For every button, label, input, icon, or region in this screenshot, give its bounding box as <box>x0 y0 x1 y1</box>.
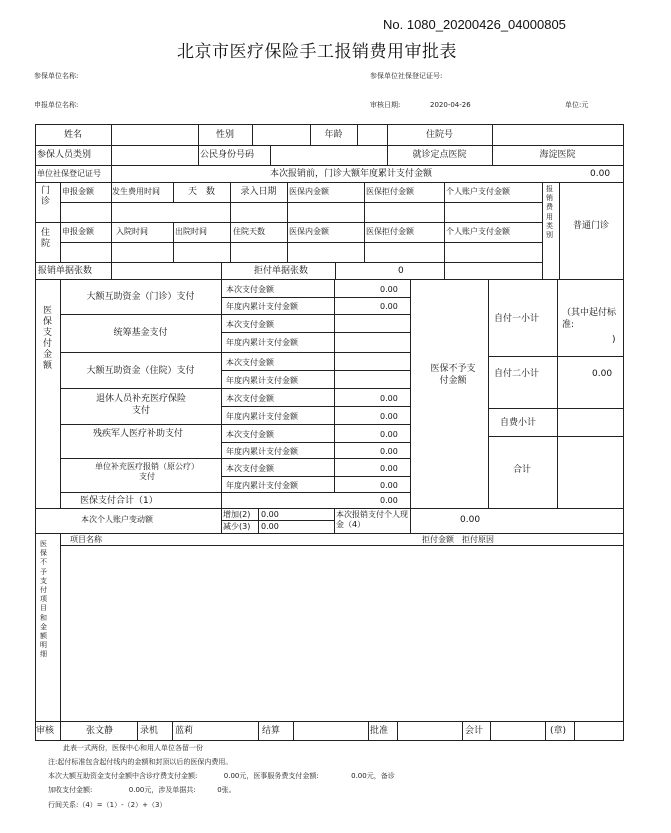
self-pay-1-label: 自付一小计 <box>494 314 540 324</box>
gender-label: 性别 <box>215 130 234 140</box>
op-entry-date: 录入日期 <box>240 187 277 197</box>
fund-3-current-label: 本次支付金额 <box>226 394 274 403</box>
fund-0-annual-value: 0.00 <box>380 302 398 311</box>
hospital-name: 海淀医院 <box>539 150 576 160</box>
grand-total-label: 合计 <box>513 465 532 475</box>
insured-unit-social-no-label: 参保单位社保登记证号: <box>370 72 443 80</box>
fund-3-annual-value: 0.00 <box>380 412 398 421</box>
fund-3-annual-label: 年度内累计支付金额 <box>226 412 298 421</box>
age-label: 年龄 <box>324 130 343 140</box>
outpatient-label: 门诊 <box>40 186 50 207</box>
note-4: 加收支付金额: 0.00元，涉及单据共: 0张。 <box>48 786 236 794</box>
approve-label: 批准 <box>370 726 389 736</box>
fund-item-retiree: 退休人员补充医疗保险支付 <box>96 394 187 416</box>
fund-4-annual-label: 年度内累计支付金额 <box>226 447 298 456</box>
unit-label: 单位:元 <box>565 101 589 109</box>
fund-1-current-label: 本次支付金额 <box>226 320 274 329</box>
seal-label: (章) <box>550 726 567 736</box>
not-pay-label: 医保不予支付金额 <box>430 364 476 386</box>
note-3: 本次大额互助资金支付金额中含诊疗费支付金额: 0.00元，医事服务费支付金额: 0.00元，备诊 <box>48 772 395 780</box>
fund-4-current-label: 本次支付金额 <box>226 430 274 439</box>
fund-item-unit-supplement: 单位补充医疗报销（原公疗）支付 <box>95 462 199 481</box>
fund-0-current-label: 本次支付金额 <box>226 285 274 294</box>
inpatient-label: 住院 <box>40 228 50 249</box>
receipt-count-label: 报销单据张数 <box>38 266 93 276</box>
refuse-reason-header: 拒付原因 <box>462 535 494 544</box>
fund-5-current-label: 本次支付金额 <box>226 464 274 473</box>
fund-item-disabled-veteran: 残疾军人医疗补助支付 <box>92 429 183 439</box>
refuse-amount-header: 拒付金额 <box>422 535 454 544</box>
outpatient-big-amount-label: 本次报销前，门诊大额年度累计支付金额 <box>270 169 433 179</box>
ip-declare-amount: 申报金额 <box>62 227 94 236</box>
refused-receipt-value: 0 <box>398 266 404 276</box>
fund-5-current-value: 0.00 <box>380 464 398 473</box>
op-declare-amount: 申报金额 <box>62 187 94 196</box>
fund-total-value: 0.00 <box>380 496 398 505</box>
ip-discharge-time: 出院时间 <box>175 227 207 236</box>
fund-1-annual-label: 年度内累计支付金额 <box>226 338 298 347</box>
clinic-hospital-label: 就诊定点医院 <box>412 150 467 160</box>
settle-label: 结算 <box>262 726 281 736</box>
outpatient-big-amount-value: 0.00 <box>590 169 611 179</box>
entry-person-name: 蓝莉 <box>175 726 194 736</box>
decrease-value: 0.00 <box>261 522 279 531</box>
fund-side-label: 医保支付金额 <box>42 306 52 371</box>
fund-0-current-value: 0.00 <box>380 285 398 294</box>
review-label: 审核 <box>36 726 55 736</box>
review-date-label: 审核日期: <box>370 101 401 109</box>
self-pay-1-close: ) <box>612 335 616 345</box>
cash-label: 本次报销支付个人现金（4） <box>336 510 408 529</box>
fund-5-annual-label: 年度内累计支付金额 <box>226 481 298 490</box>
note-5: 行间关系:（4）=（1）-（2）+（3） <box>48 801 167 809</box>
id-no-label: 公民身份号码 <box>200 150 255 160</box>
fund-item-inpatient-big: 大额互助资金（住院）支付 <box>86 366 195 376</box>
fund-4-annual-value: 0.00 <box>380 447 398 456</box>
ip-refused: 医保拒付金额 <box>366 227 414 236</box>
fund-2-current-label: 本次支付金额 <box>226 358 274 367</box>
ip-admit-time: 入院时间 <box>116 227 148 236</box>
fund-total-label: 医保支付合计（1） <box>80 496 158 506</box>
self-pay-1-note: （其中起付标准: <box>562 308 617 330</box>
fund-3-current-value: 0.00 <box>380 394 398 403</box>
refused-receipt-label: 拒付单据张数 <box>254 266 309 276</box>
inpatient-no-label: 住院号 <box>425 130 453 140</box>
entry-label: 录机 <box>140 726 159 736</box>
self-pay-2-value: 0.00 <box>592 369 613 379</box>
name-label: 姓名 <box>63 130 82 140</box>
applicant-unit-name-label: 申报单位名称: <box>34 101 79 109</box>
op-in-scope: 医保内金额 <box>289 187 329 196</box>
note-2: 注:起付标准包含起付线内的金额和封顶以后的医保内费用。 <box>48 758 233 766</box>
reimburse-category-label: 报销费用类别 <box>546 185 553 240</box>
ip-personal-account: 个人账户支付金额 <box>446 227 510 236</box>
reimburse-category-value: 普通门诊 <box>572 221 609 231</box>
form-title: 北京市医疗保险手工报销费用审批表 <box>177 42 457 62</box>
insured-category-label: 参保人员类别 <box>37 150 92 160</box>
accounting-label: 会计 <box>465 726 484 736</box>
fund-item-outpatient-big: 大额互助资金（门诊）支付 <box>86 292 195 302</box>
unit-social-no-label: 单位社保登记证号 <box>37 169 101 178</box>
op-fee-time: 发生费用时间 <box>112 187 160 196</box>
op-days: 天 数 <box>187 187 215 197</box>
self-pay-2-label: 自付二小计 <box>494 369 540 379</box>
account-change-label: 本次个人账户变动额 <box>81 515 153 524</box>
note-1: 此表一式两份，医保中心和用人单位各留一份 <box>63 744 203 752</box>
self-fee-label: 自费小计 <box>500 418 537 428</box>
fund-2-annual-label: 年度内累计支付金额 <box>226 376 298 385</box>
review-date-value: 2020-04-26 <box>430 101 471 109</box>
op-refused: 医保拒付金额 <box>366 187 414 196</box>
fund-4-current-value: 0.00 <box>380 430 398 439</box>
serial-number: No. 1080_20200426_04000805 <box>383 17 566 32</box>
reviewer-name: 张文静 <box>86 726 114 736</box>
fund-0-annual-label: 年度内累计支付金额 <box>226 302 298 311</box>
cash-value: 0.00 <box>460 515 481 525</box>
increase-label: 增加(2) <box>223 510 251 519</box>
increase-value: 0.00 <box>261 510 279 519</box>
decrease-label: 减少(3) <box>223 522 251 531</box>
op-personal-account: 个人账户支付金额 <box>446 187 510 196</box>
item-name-header: 项目名称 <box>70 535 102 544</box>
fund-5-annual-value: 0.00 <box>380 481 398 490</box>
fund-item-pooling: 统筹基金支付 <box>113 328 168 338</box>
ip-days: 住院天数 <box>233 227 265 236</box>
insured-unit-name-label: 参保单位名称: <box>34 72 79 80</box>
not-pay-detail-side-label: 医保不予支付项目和金额明细 <box>40 540 47 659</box>
ip-in-scope: 医保内金额 <box>289 227 329 236</box>
